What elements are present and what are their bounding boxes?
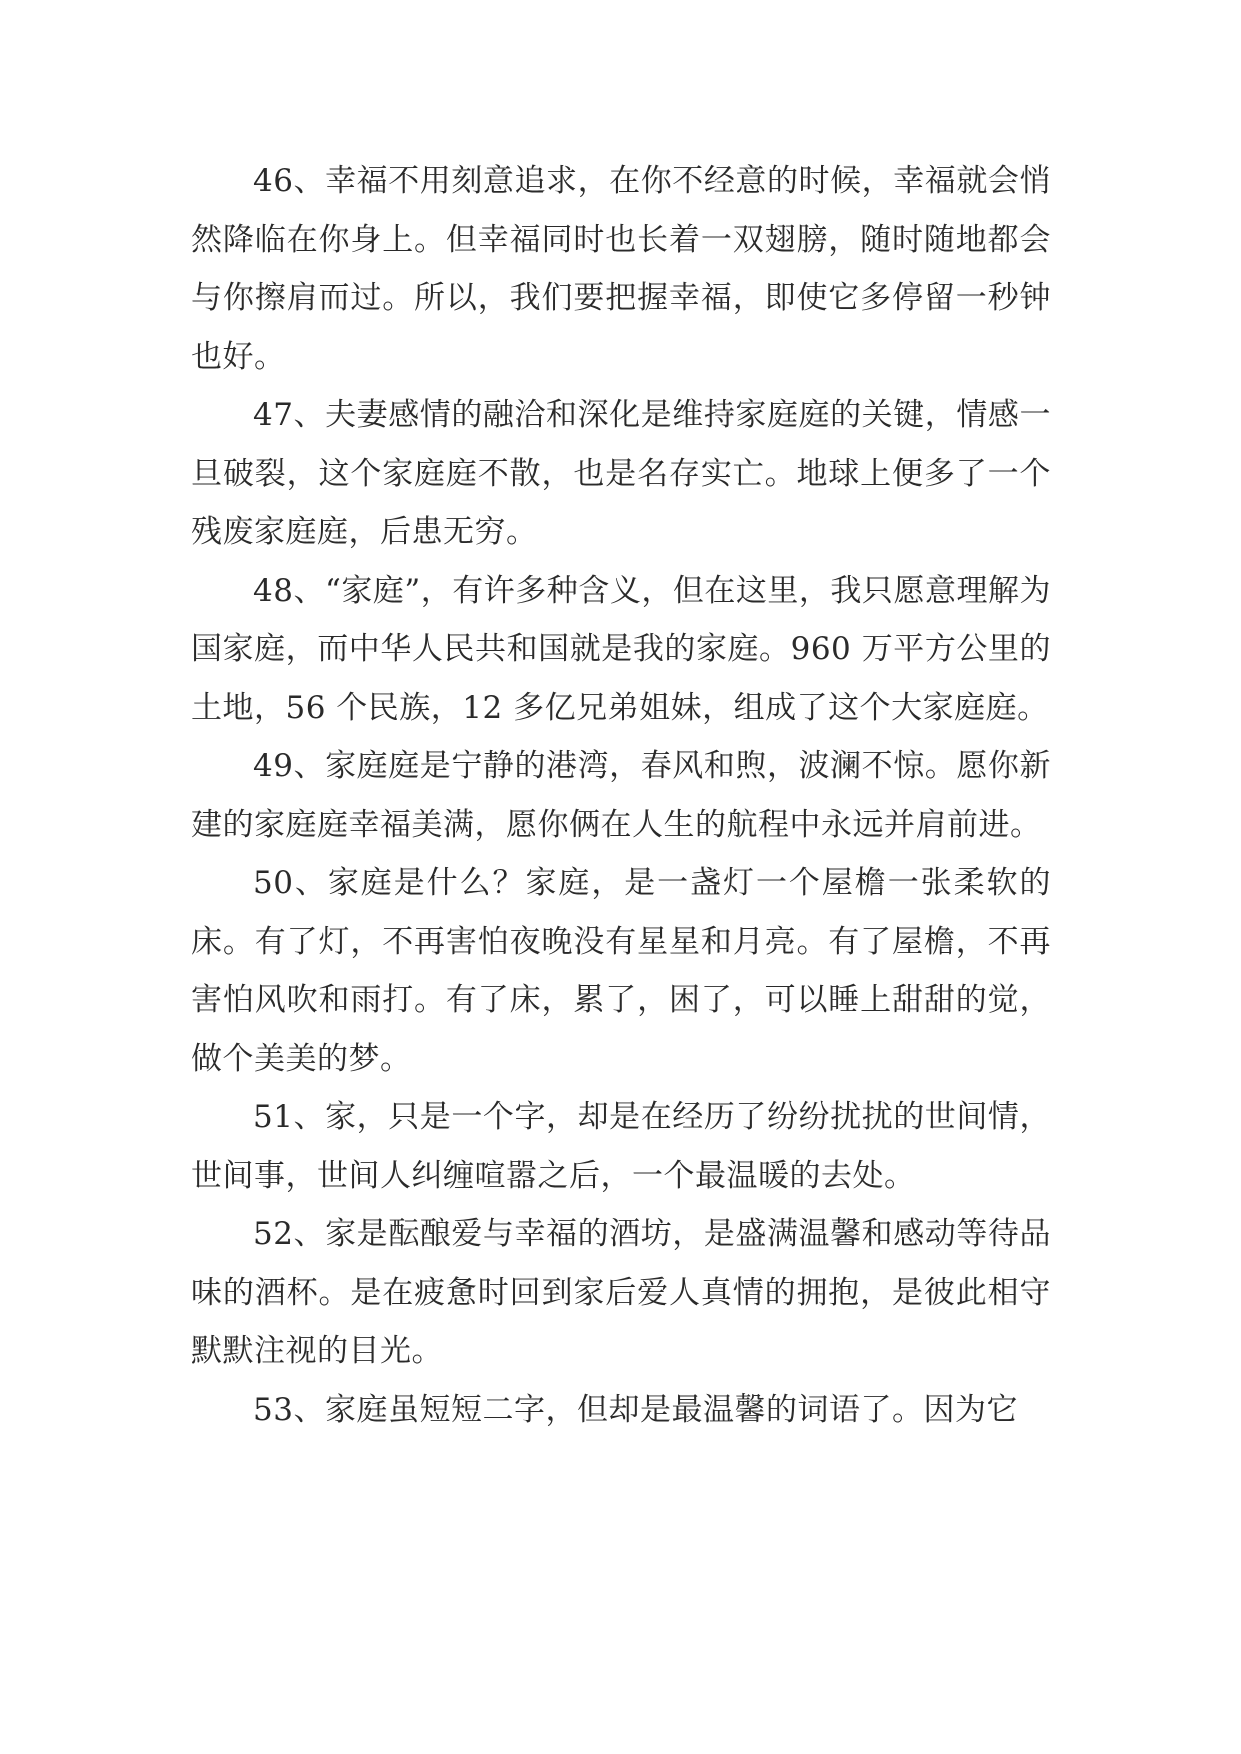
- paragraph-47: 47、夫妻感情的融洽和深化是维持家庭庭的关键，情感一旦破裂，这个家庭庭不散，也是名存实亡。地球上便多了一个残废家庭庭，后患无穷。: [191, 397, 1051, 550]
- document-body: [191, 152, 1051, 1439]
- paragraph-51: 51、家，只是一个字，却是在经历了纷纷扰扰的世间情，世间事，世间人纠缠喧嚣之后，一个最温暖的去处。: [191, 1099, 1051, 1194]
- paragraph-49: 49、家庭庭是宁静的港湾，春风和煦，波澜不惊。愿你新建的家庭庭幸福美满，愿你俩在人生的航程中永远并肩前进。: [191, 748, 1051, 843]
- paragraph-48: 48、“家庭”，有许多种含义，但在这里，我只愿意理解为国家庭，而中华人民共和国就是我的家庭。960 万平方公里的土地，56 个民族，12 多亿兄弟姐妹，组成了这个大家庭庭。: [191, 572, 1051, 726]
- paragraph-52: 52、家是酝酿爱与幸福的酒坊，是盛满温馨和感动等待品味的酒杯。是在疲惫时回到家后爱人真情的拥抱，是彼此相守默默注视的目光。: [191, 1216, 1051, 1369]
- paragraph-53: 53、家庭虽短短二字，但却是最温馨的词语了。因为它: [253, 1391, 1018, 1428]
- paragraph-46: 46、幸福不用刻意追求，在你不经意的时候，幸福就会悄然降临在你身上。但幸福同时也长着一双翅膀，随时随地都会与你擦肩而过。所以，我们要把握幸福，即使它多停留一秒钟也好。: [191, 163, 1051, 375]
- paragraph-50: 50、家庭是什么？家庭，是一盏灯一个屋檐一张柔软的床。有了灯，不再害怕夜晚没有星星和月亮。有了屋檐，不再害怕风吹和雨打。有了床，累了，困了，可以睡上甜甜的觉，做个美美的梦。: [191, 865, 1051, 1077]
